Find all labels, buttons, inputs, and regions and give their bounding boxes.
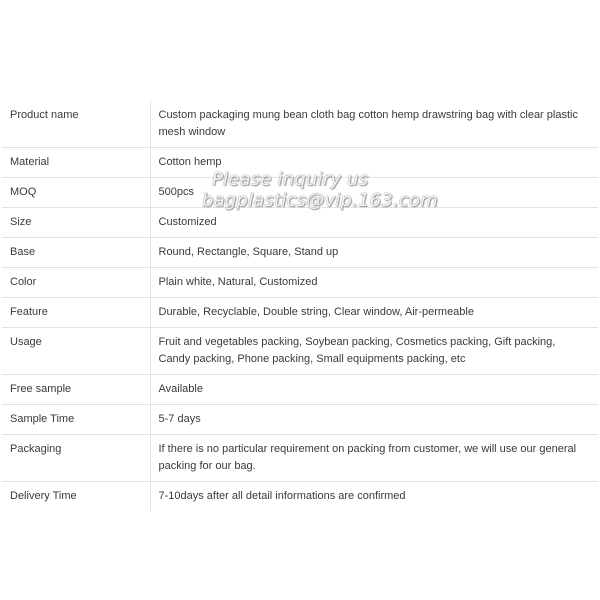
- row-value: Custom packaging mung bean cloth bag cotton hemp drawstring bag with clear plastic mesh window: [150, 101, 598, 148]
- row-label: Packaging: [2, 435, 150, 482]
- row-label: Usage: [2, 328, 150, 375]
- row-value: Cotton hemp: [150, 148, 598, 178]
- row-label: Free sample: [2, 375, 150, 405]
- table-row: [2, 435, 598, 482]
- table-row: [2, 298, 598, 328]
- row-label: Feature: [2, 298, 150, 328]
- row-value: Fruit and vegetables packing, Soybean packing, Cosmetics packing, Gift packing, Candy packing, Phone packing, Small equipments packing, etc: [150, 328, 598, 375]
- row-label: Material: [2, 148, 150, 178]
- row-value: Round, Rectangle, Square, Stand up: [150, 238, 598, 268]
- row-value: 7-10days after all detail informations are confirmed: [150, 482, 598, 512]
- table-row: [2, 405, 598, 435]
- product-spec-table: [2, 101, 598, 511]
- table-row: [2, 375, 598, 405]
- row-value: Plain white, Natural, Customized: [150, 268, 598, 298]
- table-row: [2, 178, 598, 208]
- row-value: Customized: [150, 208, 598, 238]
- row-label: Sample Time: [2, 405, 150, 435]
- row-value: 500pcs: [150, 178, 598, 208]
- row-label: MOQ: [2, 178, 150, 208]
- table-row: [2, 208, 598, 238]
- row-label: Base: [2, 238, 150, 268]
- table-row: [2, 148, 598, 178]
- row-label: Product name: [2, 101, 150, 148]
- table-row: [2, 328, 598, 375]
- row-label: Color: [2, 268, 150, 298]
- table-row: [2, 268, 598, 298]
- row-value: Available: [150, 375, 598, 405]
- row-label: Size: [2, 208, 150, 238]
- table-row: [2, 482, 598, 512]
- row-value: 5-7 days: [150, 405, 598, 435]
- row-label: Delivery Time: [2, 482, 150, 512]
- table-row: [2, 101, 598, 148]
- watermark-line-1: Please inquiry us: [212, 169, 369, 190]
- table-row: [2, 238, 598, 268]
- row-value: Durable, Recyclable, Double string, Clear window, Air-permeable: [150, 298, 598, 328]
- watermark-email: bagplastics@vip.163.com: [202, 190, 438, 211]
- row-value: If there is no particular requirement on packing from customer, we will use our general packing for our bag.: [150, 435, 598, 482]
